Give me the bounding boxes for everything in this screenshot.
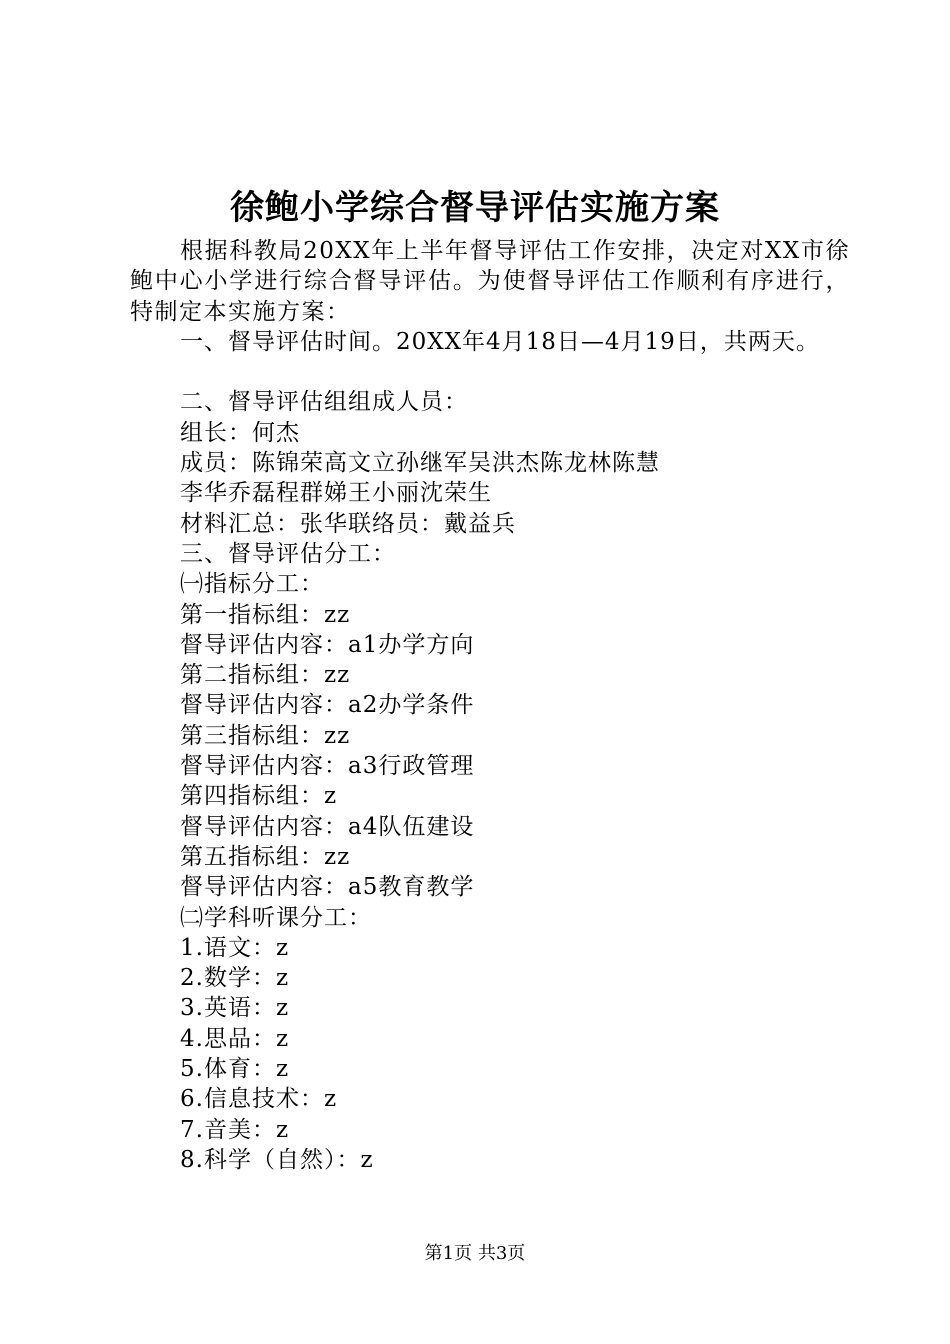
members-line-2: 李华乔磊程群娣王小丽沈荣生 <box>180 480 492 507</box>
section2-heading: 二、督导评估组组成人员： <box>180 389 468 416</box>
indicator-group-3: 第三指标组：zz <box>180 722 351 749</box>
subject-item-1: 1.语文：z <box>180 934 290 961</box>
indicator-group-1: 第一指标组：zz <box>180 601 351 628</box>
indicator-content-4: 督导评估内容：a4队伍建设 <box>180 813 475 840</box>
subject-item-4: 4.思品：z <box>180 1025 290 1052</box>
document-title: 徐鲍小学综合督导评估实施方案 <box>230 188 720 228</box>
document-body <box>130 236 850 1175</box>
subject-item-2: 2.数学：z <box>180 965 290 992</box>
indicator-content-2: 督导评估内容：a2办学条件 <box>180 692 475 719</box>
subject-item-5: 5.体育：z <box>180 1056 290 1083</box>
indicator-content-3: 督导评估内容：a3行政管理 <box>180 753 475 780</box>
subject-item-7: 7.音美：z <box>180 1116 290 1143</box>
indicator-group-5: 第五指标组：zz <box>180 843 351 870</box>
section3-heading: 三、督导评估分工： <box>180 540 396 567</box>
group-leader: 组长：何杰 <box>180 419 300 446</box>
subject-division-heading: ㈡学科听课分工： <box>180 904 372 931</box>
indicator-content-5: 督导评估内容：a5教育教学 <box>180 874 475 901</box>
members-line-1: 成员：陈锦荣高文立孙继军吴洪杰陈龙林陈慧 <box>180 450 660 477</box>
page-footer: 第1页 共3页 <box>424 1243 526 1264</box>
blank-line <box>130 357 850 387</box>
section1-time: 一、督导评估时间。20XX年4月18日—4月19日，共两天。 <box>180 328 820 355</box>
materials-summary: 材料汇总：张华联络员：戴益兵 <box>180 510 516 537</box>
indicator-division-heading: ㈠指标分工： <box>180 571 324 598</box>
subject-item-6: 6.信息技术：z <box>180 1086 338 1113</box>
subject-item-8: 8.科学（自然）：z <box>180 1146 374 1173</box>
indicator-content-1: 督导评估内容：a1办学方向 <box>180 631 475 658</box>
indicator-group-4: 第四指标组：z <box>180 783 338 810</box>
indicator-group-2: 第二指标组：zz <box>180 662 351 689</box>
subject-item-3: 3.英语：z <box>180 995 290 1022</box>
intro-paragraph: 根据科教局20XX年上半年督导评估工作安排，决定对XX市徐鲍中心小学进行综合督导评估。为使督导评估工作顺利有序进行，特制定本实施方案： <box>130 238 850 325</box>
